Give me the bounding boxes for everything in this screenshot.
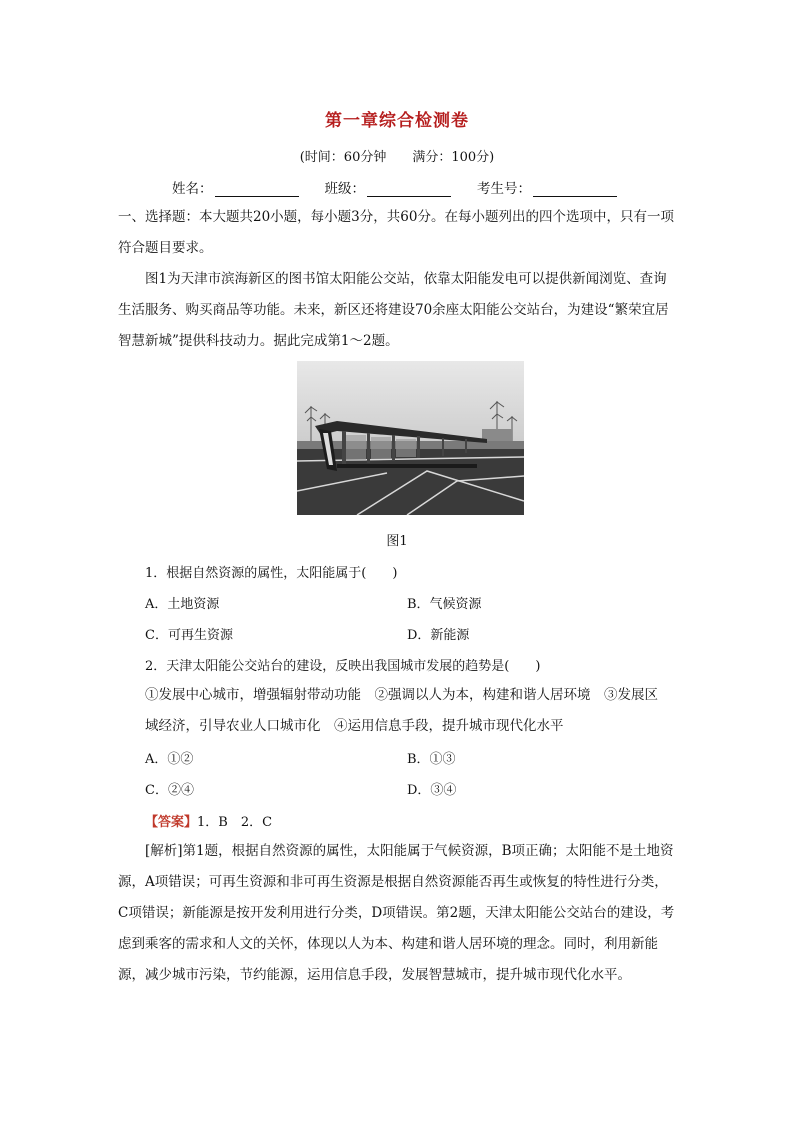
page-title: 第一章综合检测卷 [325,111,469,131]
class-blank[interactable] [367,182,451,197]
section-header: 一、选择题：本大题共20小题，每小题3分，共60分。在每小题列出的四个选项中，只有一项符合题目要求。 [118,209,674,256]
name-label: 姓名： [172,181,213,197]
student-id-field [477,177,617,197]
class-field [325,177,452,197]
intro-paragraph: 图1为天津市滨海新区的图书馆太阳能公交站，依靠太阳能发电可以提供新闻浏览、查询生活服务、购买商品等功能。未来，新区还将建设70余座太阳能公交站台，为建设“繁荣宜居智慧新城”提供科技动力。据此完成第1～2题。 [118,271,669,349]
time-info: (时间：60分钟 [299,150,387,165]
question-1-stem: 1．根据自然资源的属性，太阳能属于( ) [145,566,398,581]
question-2-option-d[interactable]: D．③④ [407,783,457,798]
question-2-option-a[interactable]: A．①② [145,752,194,767]
solar-bus-station-photo [297,361,524,515]
exam-time-score [0,146,794,165]
name-field [172,177,299,197]
figure-caption: 图1 [386,534,408,549]
question-1-options-row-2 [145,624,669,643]
answer-line [145,811,272,830]
question-1-option-c[interactable]: C．可再生资源 [145,628,233,643]
answer-text: 1．B 2．C [197,815,273,830]
question-2-option-b[interactable]: B．①③ [407,752,456,767]
question-2-stem: 2．天津太阳能公交站台的建设，反映出我国城市发展的趋势是( ) [145,659,541,674]
question-1-option-a[interactable]: A．土地资源 [145,597,220,612]
question-1-options-row-1 [145,593,669,612]
student-id-blank[interactable] [533,182,617,197]
question-1-option-b[interactable]: B．气候资源 [407,597,482,612]
student-id-label: 考生号： [477,181,531,197]
analysis-paragraph: [解析]第1题，根据自然资源的属性，太阳能属于气候资源，B项正确；太阳能不是土地资源，A项错误；可再生资源和非可再生资源是根据自然资源能否再生或恢复的特性进行分类，C项错误；新能源是按开发利用进行分类，D项错误。第2题，天津太阳能公交站台的建设，考虑到乘客的需求和人文的关怀，体现以人为本、构建和谐人居环境的理念。同时，利用新能源，减少城市污染，节约能源，运用信息手段，发展智慧城市，提升城市现代化水平。 [118,843,675,983]
question-2-options-row-2 [145,779,669,798]
question-2-statements: ①发展中心城市，增强辐射带动功能 ②强调以人为本，构建和谐人居环境 ③发展区域经济，引导农业人口城市化 ④运用信息手段，提升城市现代化水平 [145,687,658,734]
class-label: 班级： [324,181,365,197]
answer-tag: 【答案】 [145,815,198,830]
name-blank[interactable] [215,182,299,197]
question-1-option-d[interactable]: D．新能源 [407,628,470,643]
question-2-options-row-1 [145,748,669,767]
score-info: 满分：100分) [412,150,495,165]
question-2-option-c[interactable]: C．②④ [145,783,194,798]
student-info-line [172,177,643,197]
